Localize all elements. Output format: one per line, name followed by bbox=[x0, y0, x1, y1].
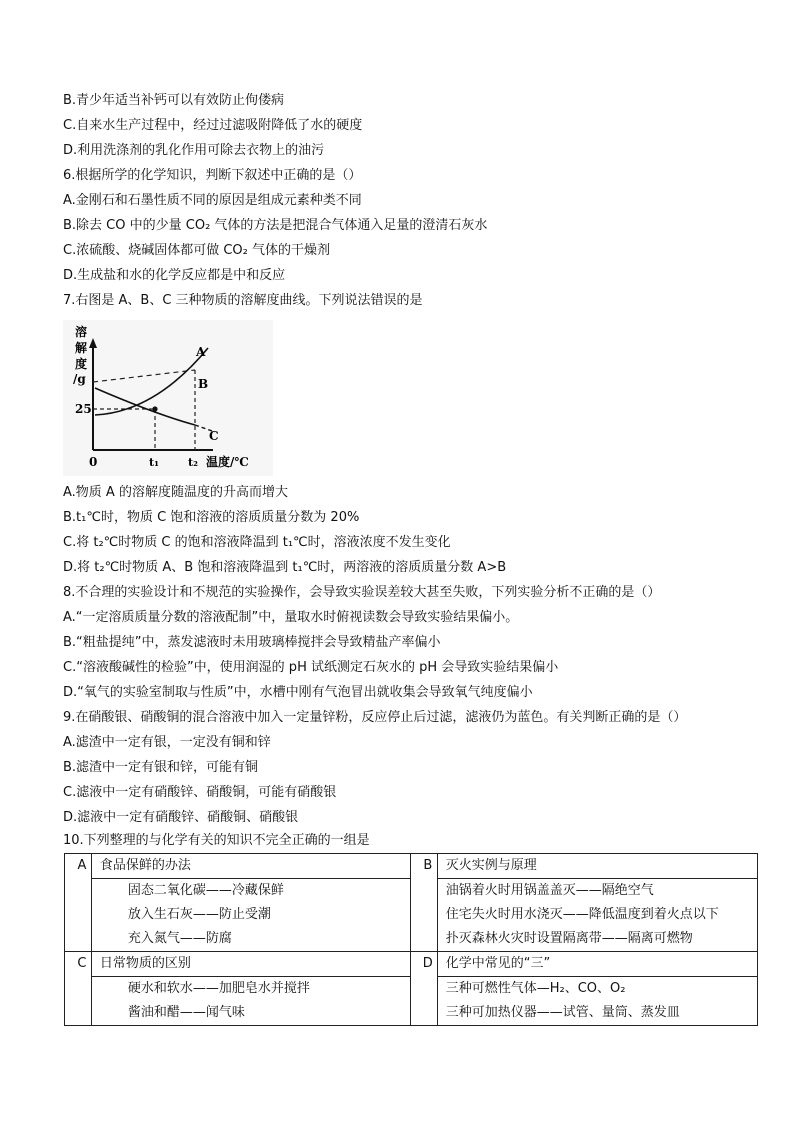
q5-option-b: B.青少年适当补钙可以有效防止佝偻病 bbox=[63, 93, 285, 108]
group-b-title: 灭火实例与原理 bbox=[438, 854, 757, 879]
q9-option-b: B.滤渣中一定有银和锌，可能有铜 bbox=[63, 760, 259, 775]
q6-option-d: D.生成盐和水的化学反应都是中和反应 bbox=[63, 268, 286, 283]
q8-option-a: A.“一定溶质质量分数的溶液配制”中，量取水时俯视读数会导致实验结果偏小。 bbox=[63, 610, 519, 625]
group-d-cell bbox=[437, 952, 757, 1026]
table-row bbox=[65, 854, 758, 952]
q9-option-c: C.滤液中一定有硝酸锌、硝酸铜，可能有硝酸银 bbox=[63, 785, 337, 800]
group-d-key: D bbox=[410, 952, 437, 1026]
q7-option-d: D.将 t₂℃时物质 A、B 饱和溶液降温到 t₁℃时，两溶液的溶质质量分数 A>B bbox=[63, 560, 507, 575]
table-row bbox=[65, 952, 758, 1026]
q9-option-d: D.滤液中一定有硝酸锌、硝酸铜、硝酸银 bbox=[63, 810, 299, 825]
knowledge-table bbox=[64, 853, 758, 1026]
ylabel-4: /g bbox=[73, 372, 86, 386]
curve-label-c: C bbox=[209, 429, 219, 443]
q8-stem: 8.不合理的实验设计和不规范的实验操作，会导致实验误差较大甚至失败，下列实验分析不正确的是（） bbox=[63, 585, 661, 600]
group-b-key: B bbox=[410, 854, 437, 952]
x-tick-t1: t₁ bbox=[149, 456, 159, 469]
q7-option-c: C.将 t₂℃时物质 C 的饱和溶液降温到 t₁℃时，溶液浓度不发生变化 bbox=[63, 535, 451, 550]
q5-option-c: C.自来水生产过程中，经过过滤吸附降低了水的硬度 bbox=[63, 118, 363, 133]
q8-option-d: D.“氧气的实验室制取与性质”中，水槽中刚有气泡冒出就收集会导致氧气纯度偏小 bbox=[63, 685, 533, 700]
group-a-cell bbox=[91, 854, 410, 952]
group-c-title: 日常物质的区别 bbox=[92, 952, 410, 977]
group-d-item: 三种可燃性气体—H₂、CO、O₂ bbox=[445, 981, 626, 996]
group-c-item: 酱油和醋——闻气味 bbox=[127, 1005, 245, 1020]
group-b-item: 扑灭森林火灾时设置隔离带——隔离可燃物 bbox=[445, 931, 693, 946]
group-c-cell bbox=[91, 952, 410, 1026]
origin-label: 0 bbox=[89, 455, 98, 469]
q9-option-a: A.滤渣中一定有银，一定没有铜和锌 bbox=[63, 735, 271, 750]
q10-stem: 10.下列整理的与化学有关的知识不完全正确的一组是 bbox=[63, 833, 370, 848]
curve-label-a: A bbox=[196, 345, 206, 359]
group-d-title: 化学中常见的“三” bbox=[438, 952, 757, 977]
ylabel-2: 解 bbox=[75, 341, 88, 355]
q7-stem: 7.右图是 A、B、C 三种物质的溶解度曲线。下列说法错误的是 bbox=[63, 293, 423, 308]
xlabel: 温度/℃ bbox=[206, 455, 249, 469]
group-b-item: 住宅失火时用水浇灭——降低温度到着火点以下 bbox=[445, 907, 719, 922]
group-a-key: A bbox=[65, 854, 92, 952]
group-c-item: 硬水和软水——加肥皂水并搅拌 bbox=[127, 981, 310, 996]
solubility-curve-svg bbox=[63, 320, 273, 476]
q5-option-d: D.利用洗涤剂的乳化作用可除去衣物上的油污 bbox=[63, 143, 325, 158]
group-a-title: 食品保鲜的办法 bbox=[92, 854, 410, 879]
q8-option-b: B.“粗盐提纯”中，蒸发滤液时未用玻璃棒搅拌会导致精盐产率偏小 bbox=[63, 635, 441, 650]
group-d-item: 三种可加热仪器——试管、量筒、蒸发皿 bbox=[445, 1005, 680, 1020]
q6-option-c: C.浓硫酸、烧碱固体都可做 CO₂ 气体的干燥剂 bbox=[63, 243, 330, 258]
q9-stem: 9.在硝酸银、硝酸铜的混合溶液中加入一定量锌粉，反应停止后过滤，滤液仍为蓝色。有关判断正确的是（） bbox=[63, 710, 687, 725]
group-c-key: C bbox=[65, 952, 92, 1026]
ylabel-3: 度 bbox=[75, 357, 88, 371]
q7-option-a: A.物质 A 的溶解度随温度的升高而增大 bbox=[63, 485, 288, 500]
group-a-item: 充入氮气——防腐 bbox=[127, 931, 232, 946]
q7-option-b: B.t₁℃时，物质 C 饱和溶液的溶质质量分数为 20% bbox=[63, 510, 360, 525]
group-b-cell bbox=[437, 854, 757, 952]
intersection-point bbox=[152, 406, 157, 411]
q6-option-b: B.除去 CO 中的少量 CO₂ 气体的方法是把混合气体通入足量的澄清石灰水 bbox=[63, 218, 488, 233]
x-tick-t2: t₂ bbox=[188, 456, 198, 469]
y-tick-25: 25 bbox=[75, 402, 92, 416]
group-a-item: 放入生石灰——防止受潮 bbox=[127, 907, 271, 922]
ylabel-1: 溶 bbox=[75, 325, 88, 339]
curve-label-b: B bbox=[198, 377, 209, 391]
group-a-item: 固态二氧化碳——冷藏保鲜 bbox=[127, 883, 284, 898]
group-b-item: 油锅着火时用锅盖盖灭——隔绝空气 bbox=[445, 883, 654, 898]
q6-stem: 6.根据所学的化学知识，判断下叙述中正确的是（） bbox=[63, 168, 362, 183]
solubility-curve-figure bbox=[63, 320, 273, 476]
q8-option-c: C.“溶液酸碱性的检验”中，使用润湿的 pH 试纸测定石灰水的 pH 会导致实验结果偏小 bbox=[63, 660, 559, 675]
q6-option-a: A.金刚石和石墨性质不同的原因是组成元素种类不同 bbox=[63, 193, 362, 208]
